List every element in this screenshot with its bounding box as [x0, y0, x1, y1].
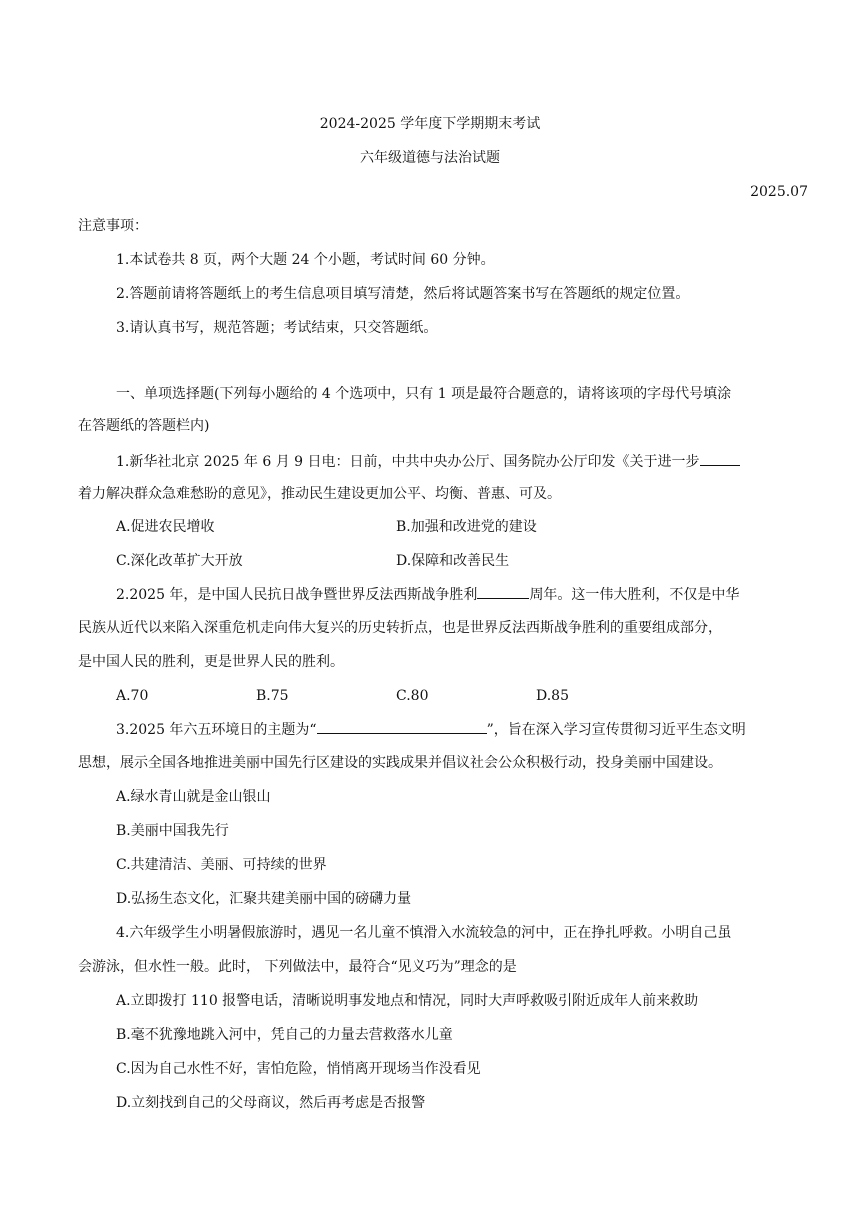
notice-item: 1.本试卷共 8 页，两个大题 24 个小题，考试时间 60 分钟。 — [116, 252, 495, 268]
option-d: D.立刻找到自己的父母商议，然后再考虑是否报警 — [116, 1095, 426, 1111]
section-heading: 一、单项选择题(下列每小题给的 4 个选项中，只有 1 项是最符合题意的，请将该项的字母代号填涂 — [116, 386, 732, 402]
question-1-stem-cont: 着力解决群众急难愁盼的意见》，推动民生建设更加公平、均衡、普惠、可及。 — [78, 486, 561, 502]
option-d: D.85 — [536, 688, 569, 704]
option-c: C.80 — [396, 688, 429, 704]
option-a: A.70 — [116, 688, 149, 704]
option-a: A.绿水青山就是金山银山 — [116, 789, 271, 805]
question-2-stem-cont: 是中国人民的胜利，更是世界人民的胜利。 — [78, 654, 344, 670]
answer-blank — [477, 584, 529, 599]
notice-heading: 注意事项： — [78, 218, 148, 234]
question-2-stem-cont: 民族从近代以来陷入深重危机走向伟大复兴的历史转折点，也是世界反法西斯战争胜利的重要组成部分， — [78, 620, 722, 636]
option-b: B.加强和改进党的建设 — [396, 519, 537, 535]
option-d: D.弘扬生态文化，汇聚共建美丽中国的磅礴力量 — [116, 891, 412, 907]
option-c: C.共建清洁、美丽、可持续的世界 — [116, 857, 327, 873]
question-2-stem: 2.2025 年，是中国人民抗日战争暨世界反法西斯战争胜利 周年。这一伟大胜利，不仅是中华 — [116, 584, 739, 605]
option-c: C.因为自己水性不好，害怕危险，悄悄离开现场当作没看见 — [116, 1061, 481, 1077]
notice-item: 3.请认真书写，规范答题；考试结束，只交答题纸。 — [116, 320, 438, 336]
option-d: D.保障和改善民生 — [396, 553, 510, 569]
answer-blank — [317, 719, 487, 734]
question-3-stem: 3.2025 年六五环境日的主题为“ ”，旨在深入学习宣传贯彻习近平生态文明 — [116, 719, 746, 740]
question-3-stem-cont: 思想，展示全国各地推进美丽中国先行区建设的实践成果并倡议社会公众积极行动，投身美丽中国建设。 — [78, 755, 722, 771]
exam-subtitle: 六年级道德与法治试题 — [360, 150, 500, 166]
answer-blank — [700, 451, 740, 466]
option-a: A.立即拨打 110 报警电话，清晰说明事发地点和情况，同时大声呼救吸引附近成年人前来救助 — [116, 993, 699, 1009]
option-b: B.美丽中国我先行 — [116, 823, 229, 839]
question-4-stem-cont: 会游泳，但水性一般。此时， 下列做法中，最符合“见义巧为”理念的是 — [78, 959, 517, 975]
exam-title: 2024-2025 学年度下学期期末考试 — [319, 116, 541, 132]
exam-date: 2025.07 — [750, 184, 808, 200]
option-a: A.促进农民增收 — [116, 519, 215, 535]
question-1-stem: 1.新华社北京 2025 年 6 月 9 日电：日前，中共中央办公厅、国务院办公厅印发《关于进一步 — [116, 451, 740, 472]
option-c: C.深化改革扩大开放 — [116, 553, 243, 569]
option-b: B.75 — [256, 688, 289, 704]
option-b: B.毫不犹豫地跳入河中，凭自己的力量去营救落水儿童 — [116, 1027, 453, 1043]
section-heading-cont: 在答题纸的答题栏内) — [78, 418, 210, 434]
notice-item: 2.答题前请将答题纸上的考生信息项目填写清楚，然后将试题答案书写在答题纸的规定位置。 — [116, 286, 690, 302]
question-4-stem: 4.六年级学生小明暑假旅游时，遇见一名儿童不慎滑入水流较急的河中，正在挣扎呼救。小明自己虽 — [116, 925, 732, 941]
